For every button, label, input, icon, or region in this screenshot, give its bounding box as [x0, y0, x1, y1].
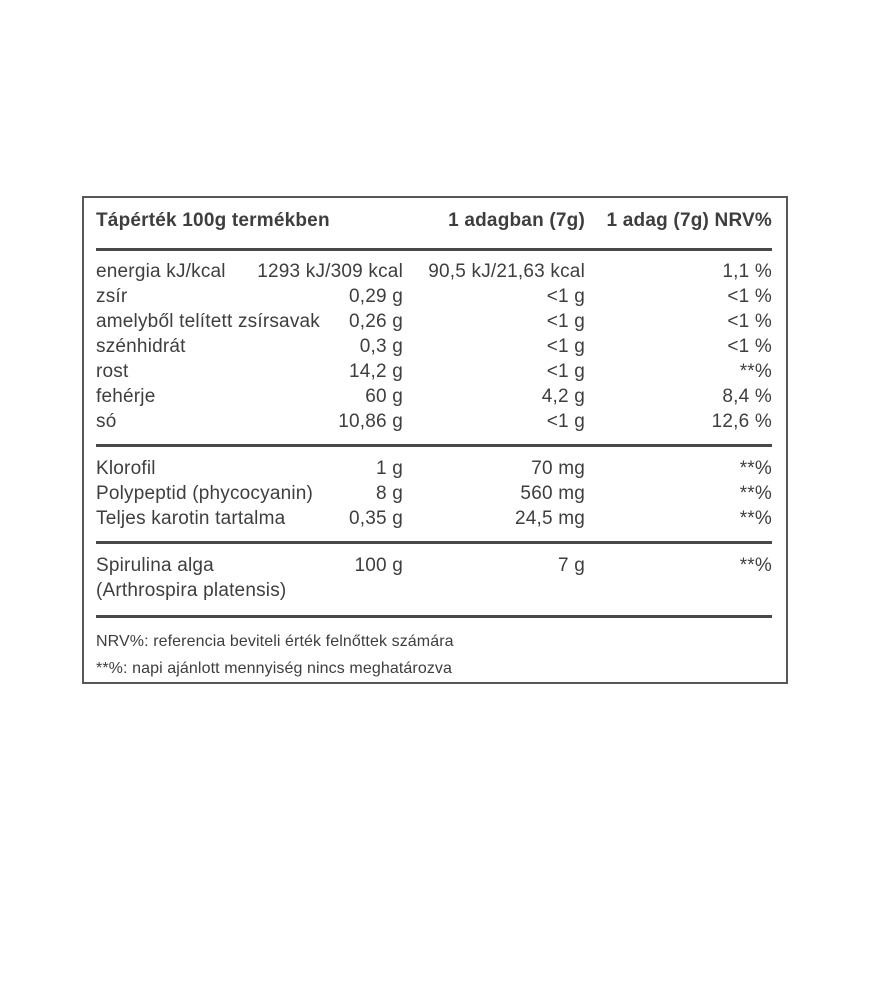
table-row: [96, 284, 772, 309]
nrv-value: <1 %: [727, 311, 772, 332]
nrv-value: <1 %: [727, 336, 772, 357]
nrv-value: 1,1 %: [722, 261, 772, 282]
per-100g-value: 14,2 g: [348, 361, 403, 382]
ingredient-latin-name: (Arthrospira platensis): [96, 580, 287, 601]
per-100g-value: 8 g: [375, 483, 403, 504]
nutrient-label: amelyből telített zsírsavak: [96, 311, 320, 332]
per-100g-value: 1 g: [375, 458, 403, 479]
header-nrv-column: 1 adag (7g) NRV%: [606, 210, 772, 231]
table-row: [96, 359, 772, 384]
table-row: [96, 409, 772, 434]
nutrient-label: zsír: [96, 286, 128, 307]
nrv-footnote: NRV%: referencia beviteli érték felnőttek számára: [96, 633, 454, 650]
nutrient-label: szénhidrát: [96, 336, 186, 357]
per-serving-value: 7 g: [557, 555, 585, 576]
nrv-value: **%: [739, 458, 772, 479]
nrv-value: **%: [739, 508, 772, 529]
per-100g-value: 10,86 g: [338, 411, 403, 432]
nrv-value: **%: [739, 483, 772, 504]
table-row: [96, 553, 772, 603]
per-100g-value: 60 g: [365, 386, 403, 407]
per-serving-value: 560 mg: [520, 483, 585, 504]
per-serving-value: 4,2 g: [541, 386, 585, 407]
table-row: [96, 384, 772, 409]
table-row: [96, 309, 772, 334]
nrv-value: 12,6 %: [711, 411, 772, 432]
per-serving-value: <1 g: [546, 336, 585, 357]
per-serving-value: <1 g: [546, 311, 585, 332]
table-header-row: [96, 198, 772, 248]
nrv-value: 8,4 %: [722, 386, 772, 407]
nutrient-label: Polypeptid (phycocyanin): [96, 483, 314, 504]
per-serving-value: <1 g: [546, 411, 585, 432]
header-product-column: Tápérték 100g termékben: [96, 210, 330, 231]
ingredient-label: [96, 553, 286, 603]
nutrient-label: rost: [96, 361, 129, 382]
nrv-value: **%: [739, 555, 772, 576]
per-serving-value: 70 mg: [531, 458, 585, 479]
nutrient-label: energia kJ/kcal: [96, 261, 226, 282]
per-serving-value: 90,5 kJ/21,63 kcal: [428, 261, 585, 282]
nutrient-label: Klorofil: [96, 458, 156, 479]
table-row: [96, 259, 772, 284]
ingredient-name: Spirulina alga: [96, 555, 214, 576]
nutrient-label: só: [96, 411, 117, 432]
macronutrients-section: [96, 251, 772, 444]
table-row: [96, 456, 772, 481]
table-row: [96, 334, 772, 359]
nrv-value: **%: [739, 361, 772, 382]
table-row: [96, 506, 772, 531]
per-100g-value: 0,26 g: [348, 311, 403, 332]
table-row: [96, 481, 772, 506]
per-100g-value: 0,3 g: [359, 336, 403, 357]
asterisk-footnote: **%: napi ajánlott mennyiség nincs meghatározva: [96, 660, 453, 677]
per-100g-value: 0,35 g: [348, 508, 403, 529]
nutrient-label: Teljes karotin tartalma: [96, 508, 286, 529]
per-serving-value: 24,5 mg: [514, 508, 585, 529]
footnotes: [96, 618, 772, 682]
per-100g-value: 0,29 g: [348, 286, 403, 307]
ingredient-section: [96, 544, 772, 615]
per-serving-value: <1 g: [546, 361, 585, 382]
nrv-value: <1 %: [727, 286, 772, 307]
per-100g-value: 1293 kJ/309 kcal: [257, 261, 403, 282]
header-serving-column: 1 adagban (7g): [448, 210, 585, 231]
per-serving-value: <1 g: [546, 286, 585, 307]
nutrition-facts-table: [82, 196, 788, 684]
phytonutrients-section: [96, 447, 772, 541]
nutrient-label: fehérje: [96, 386, 156, 407]
per-100g-value: 100 g: [354, 555, 403, 576]
